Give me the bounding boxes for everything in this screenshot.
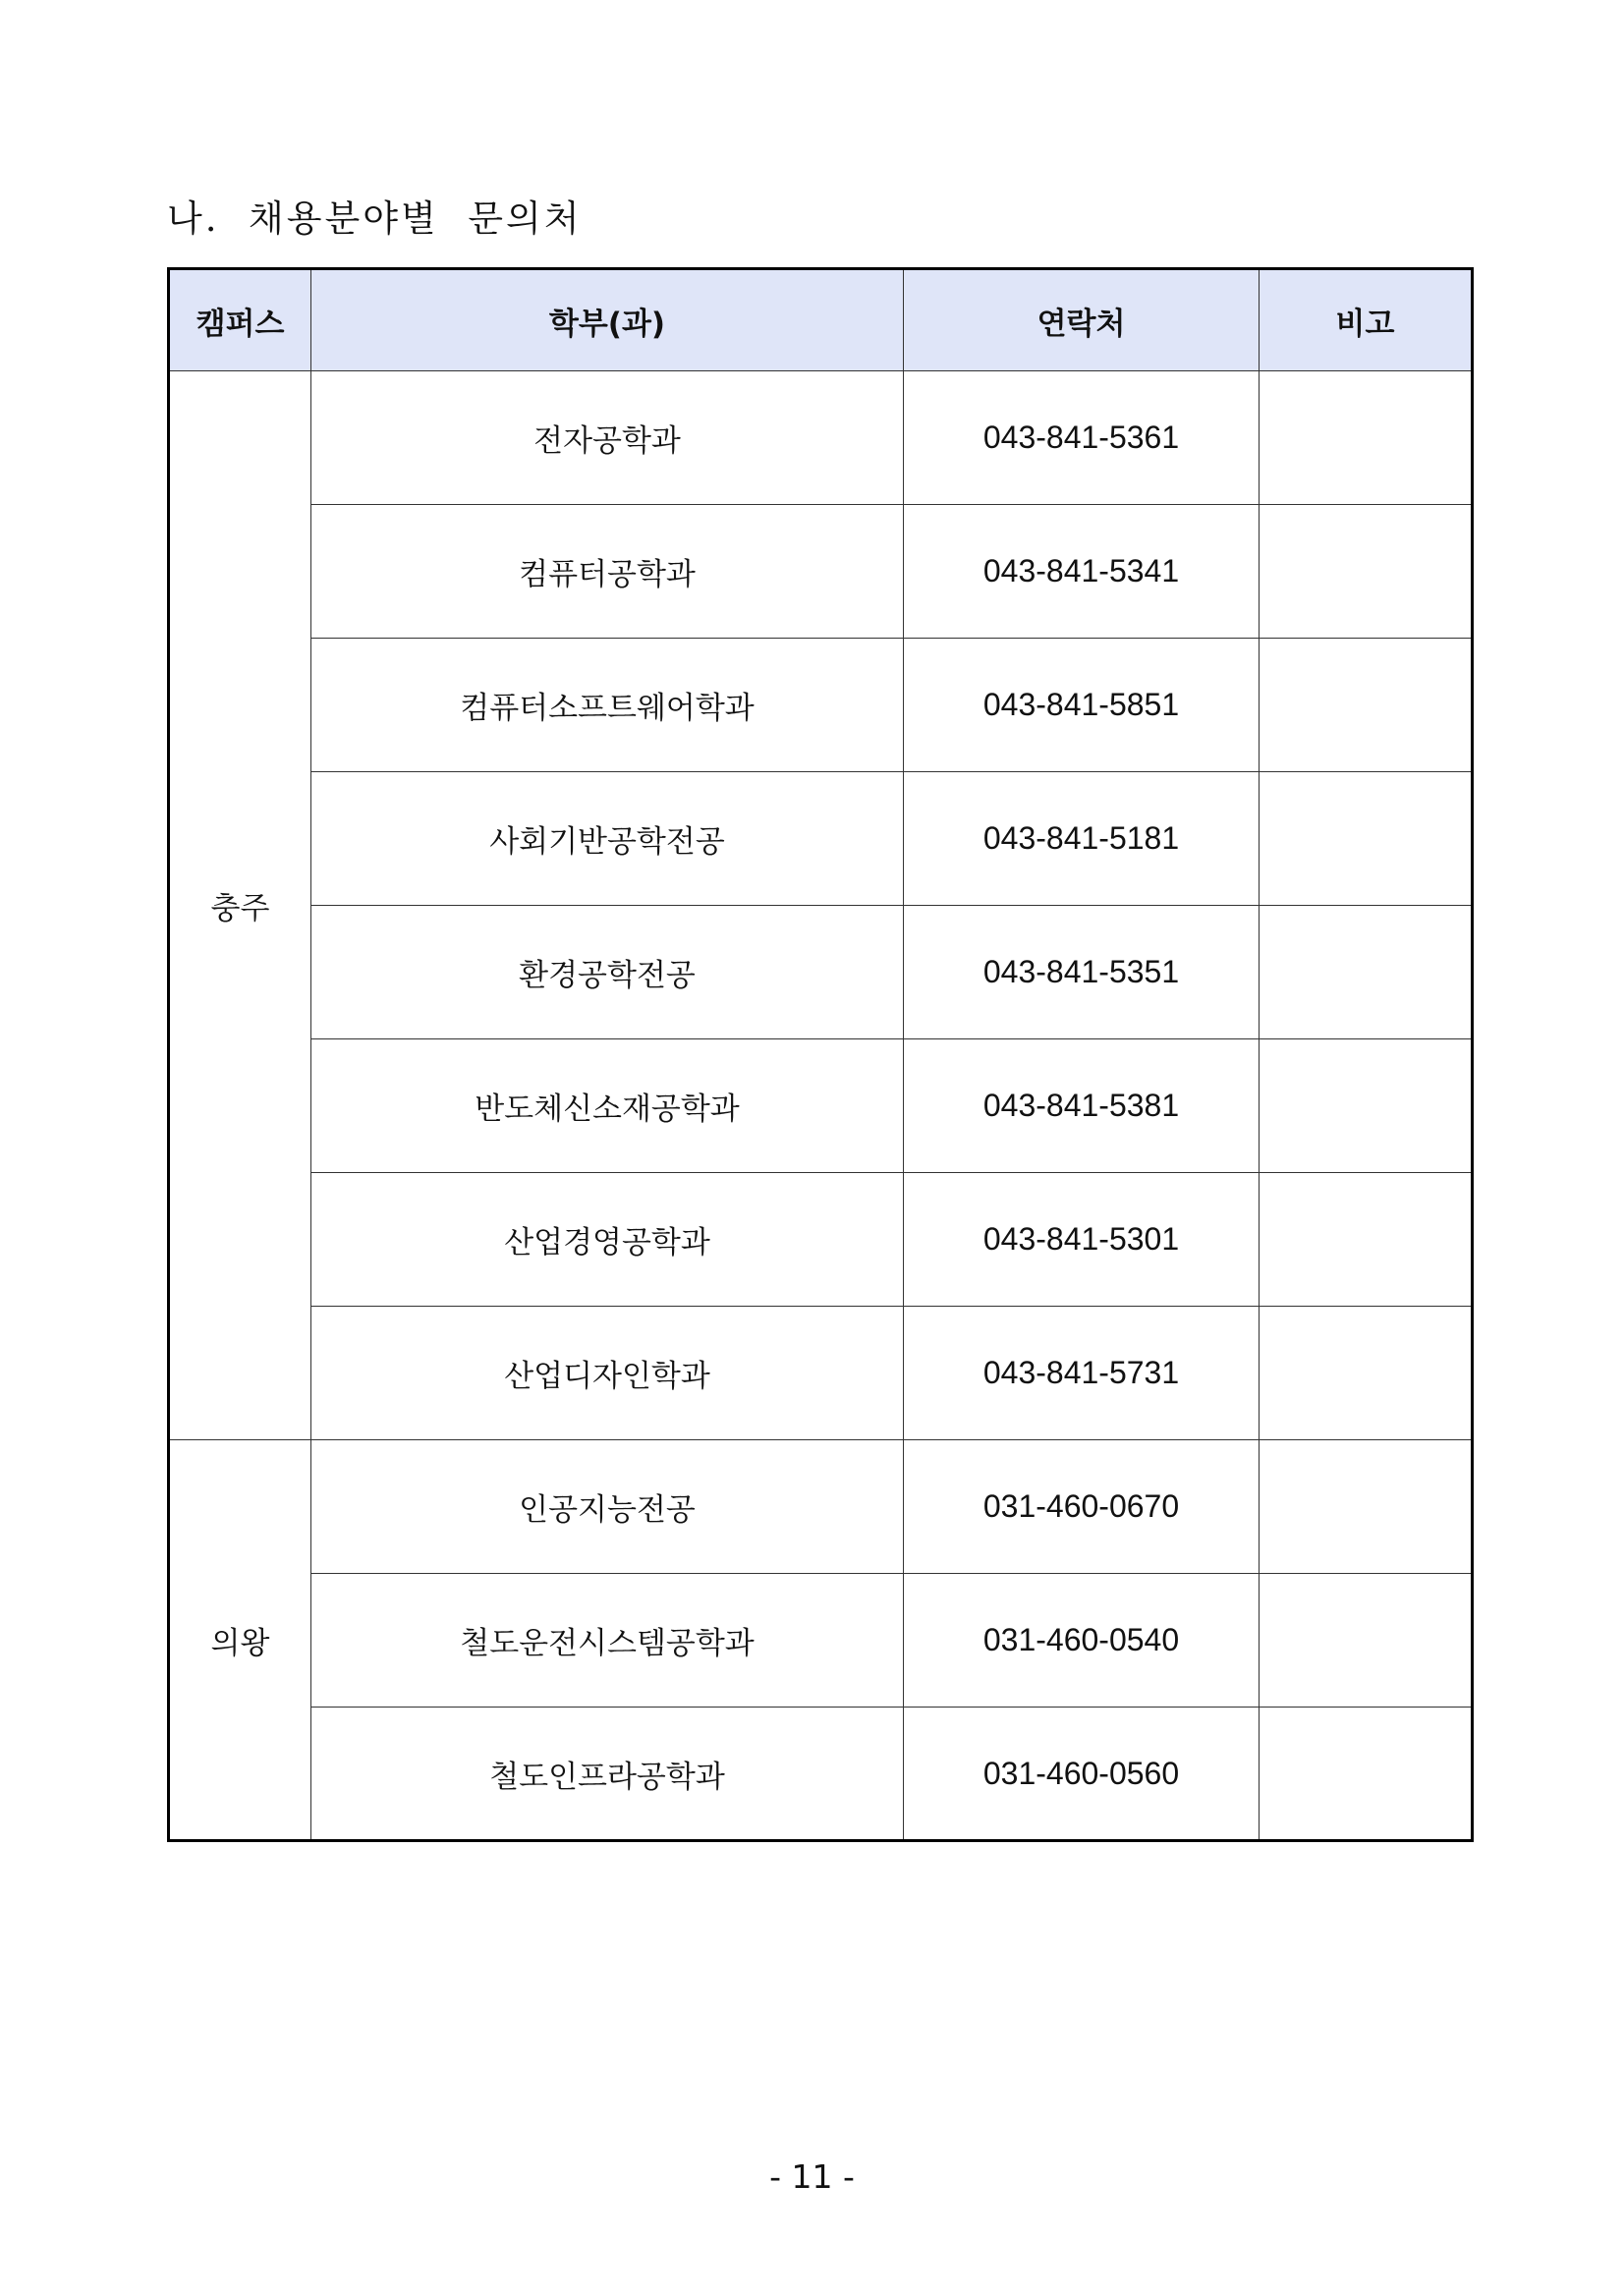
- contact-table: [167, 267, 1474, 1842]
- note-cell: [1260, 1708, 1473, 1841]
- phone-cell: 043-841-5351: [904, 906, 1260, 1039]
- note-cell: [1260, 1440, 1473, 1574]
- department-cell: 산업경영공학과: [311, 1173, 904, 1307]
- table-row: [169, 1173, 1473, 1307]
- note-cell: [1260, 371, 1473, 505]
- department-cell: 반도체신소재공학과: [311, 1039, 904, 1173]
- table-row: [169, 1039, 1473, 1173]
- note-cell: [1260, 639, 1473, 772]
- campus-cell: 의왕: [169, 1440, 311, 1841]
- section-heading: 나. 채용분야별 문의처: [167, 197, 583, 240]
- table-row: [169, 1307, 1473, 1440]
- note-cell: [1260, 1574, 1473, 1708]
- note-cell: [1260, 505, 1473, 639]
- table-row: [169, 772, 1473, 906]
- department-cell: 산업디자인학과: [311, 1307, 904, 1440]
- table-row: [169, 906, 1473, 1039]
- note-cell: [1260, 906, 1473, 1039]
- header-contact: 연락처: [904, 269, 1260, 371]
- department-cell: 인공지능전공: [311, 1440, 904, 1574]
- page-number: - 11 -: [769, 2157, 855, 2196]
- note-cell: [1260, 1307, 1473, 1440]
- department-cell: 사회기반공학전공: [311, 772, 904, 906]
- phone-cell: 043-841-5381: [904, 1039, 1260, 1173]
- phone-cell: 031-460-0560: [904, 1708, 1260, 1841]
- campus-cell: 충주: [169, 371, 311, 1440]
- department-cell: 컴퓨터공학과: [311, 505, 904, 639]
- department-cell: 철도인프라공학과: [311, 1708, 904, 1841]
- note-cell: [1260, 1173, 1473, 1307]
- department-cell: 전자공학과: [311, 371, 904, 505]
- table-row: [169, 505, 1473, 639]
- phone-cell: 043-841-5731: [904, 1307, 1260, 1440]
- table-row: [169, 1708, 1473, 1841]
- note-cell: [1260, 772, 1473, 906]
- phone-cell: 031-460-0670: [904, 1440, 1260, 1574]
- phone-cell: 043-841-5341: [904, 505, 1260, 639]
- header-campus: 캠퍼스: [169, 269, 311, 371]
- table-row: [169, 1440, 1473, 1574]
- phone-cell: 043-841-5361: [904, 371, 1260, 505]
- header-note: 비고: [1260, 269, 1473, 371]
- header-department: 학부(과): [311, 269, 904, 371]
- department-cell: 컴퓨터소프트웨어학과: [311, 639, 904, 772]
- phone-cell: 043-841-5851: [904, 639, 1260, 772]
- department-cell: 철도운전시스템공학과: [311, 1574, 904, 1708]
- table-row: [169, 639, 1473, 772]
- department-cell: 환경공학전공: [311, 906, 904, 1039]
- table-row: [169, 1574, 1473, 1708]
- phone-cell: 031-460-0540: [904, 1574, 1260, 1708]
- phone-cell: 043-841-5301: [904, 1173, 1260, 1307]
- table-header-row: [169, 269, 1473, 371]
- note-cell: [1260, 1039, 1473, 1173]
- phone-cell: 043-841-5181: [904, 772, 1260, 906]
- table-row: [169, 371, 1473, 505]
